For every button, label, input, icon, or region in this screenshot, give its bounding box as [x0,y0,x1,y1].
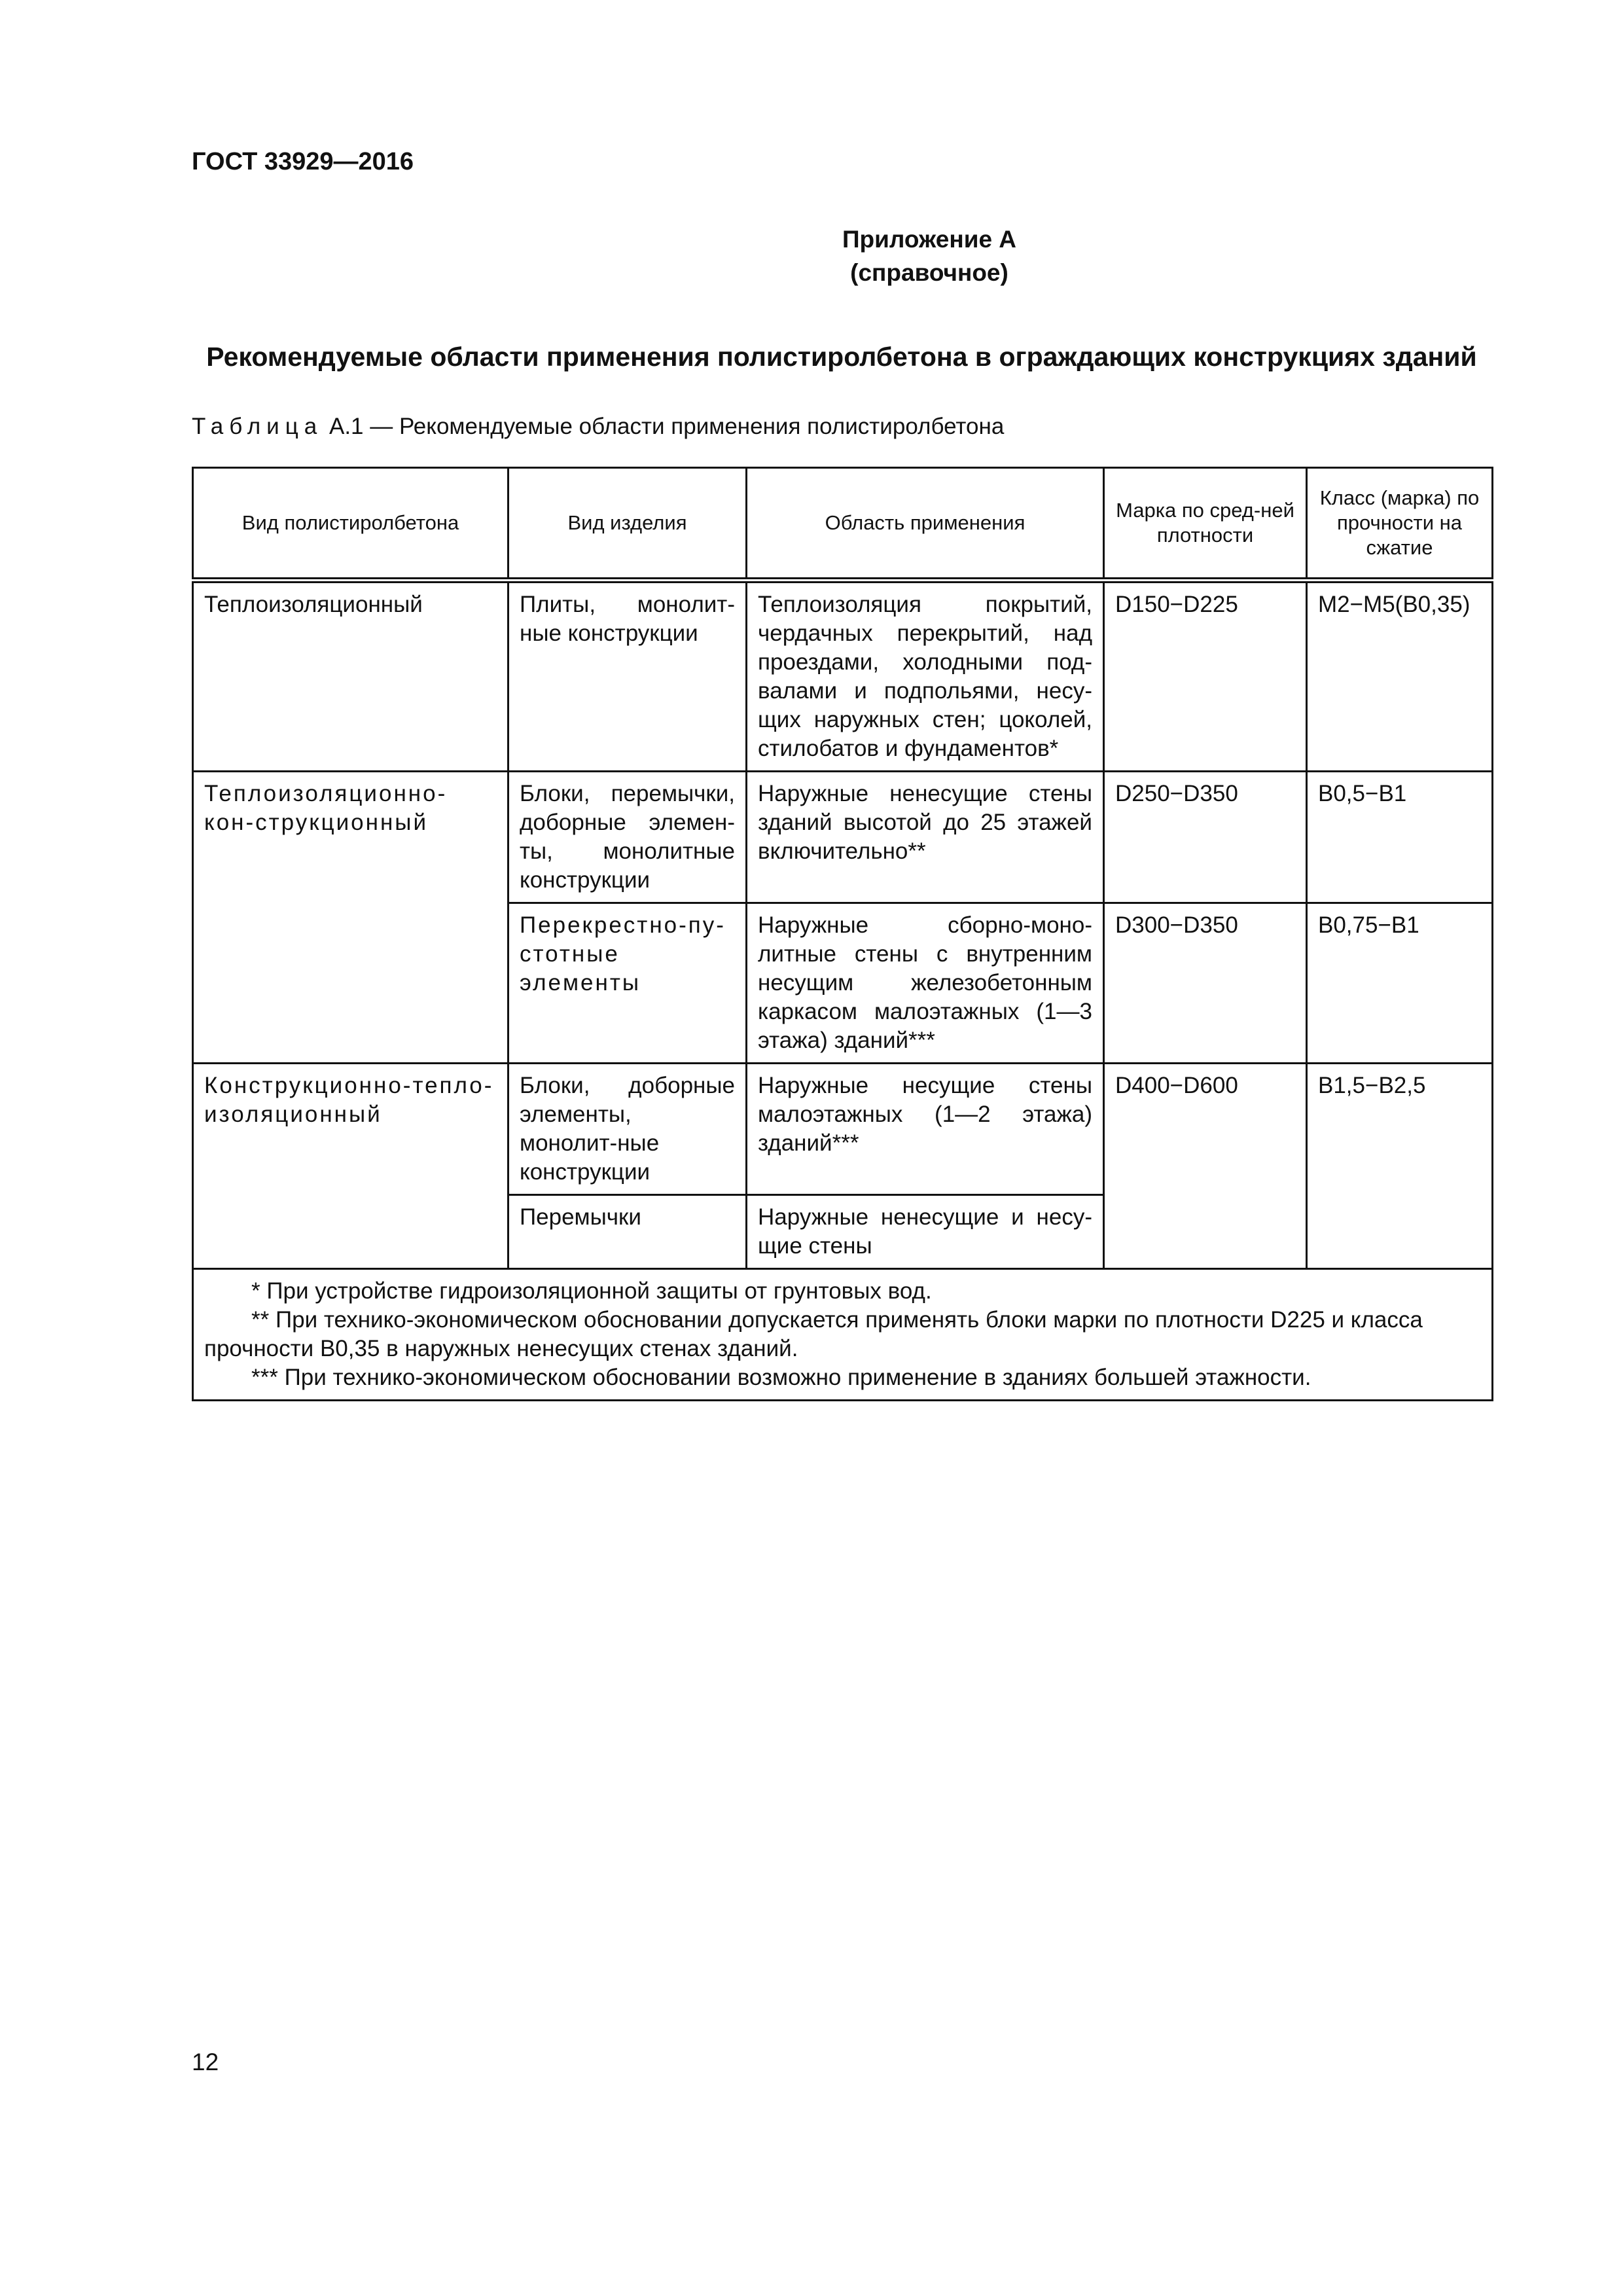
footnote: * При устройстве гидроизоляционной защиты от грунтовых вод. [251,1278,932,1304]
table-notes-row [193,1269,1493,1401]
column-header: Вид полистиролбетона [193,468,508,581]
appendix-heading [0,223,1623,289]
application-cell: Теплоизоляция покрытий, чердачных перекрытий, над проездами, холодными под-валами и подпольями, несу-щих наружных стен; цоколей, стилобатов и фундаментов* [747,581,1104,772]
product-cell: Перекрестно-пу-стотные элементы [508,903,747,1064]
concrete-type-cell: Теплоизоляционный [193,581,508,772]
applications-table [192,467,1493,1401]
strength-cell: В0,5−В1 [1307,772,1493,903]
density-cell: D250−D350 [1104,772,1307,903]
footnote: *** При технико-экономическом обосновании возможно применение в зданиях большей этажности. [251,1365,1311,1390]
strength-cell: М2−М5(В0,35) [1307,581,1493,772]
strength-cell: В0,75−В1 [1307,903,1493,1064]
product-cell: Перемычки [508,1195,747,1269]
table-caption-label: Таблица [192,414,323,439]
concrete-type-cell: Конструкционно-тепло-изоляционный [193,1064,508,1269]
table-caption-text: — Рекомендуемые области применения полистиролбетона [370,414,1005,439]
product-cell: Блоки, перемычки, доборные элемен-ты, монолитные конструкции [508,772,747,903]
document-header: ГОСТ 33929—2016 [192,148,414,175]
concrete-type-cell: Теплоизоляционно-кон-струкционный [193,772,508,1064]
application-cell: Наружные несущие стены малоэтажных (1—2 этажа) зданий*** [747,1064,1104,1195]
table-row [193,772,1493,903]
table-notes [193,1269,1493,1401]
appendix-title: Приложение А [842,226,1017,253]
strength-cell: В1,5−В2,5 [1307,1064,1493,1269]
table-header-row [193,468,1493,581]
application-cell: Наружные ненесущие стены зданий высотой до 25 этажей включительно** [747,772,1104,903]
column-header: Класс (марка) по прочности на сжатие [1307,468,1493,581]
column-header: Вид изделия [508,468,747,581]
application-cell: Наружные сборно-моно-литные стены с внутренним несущим железобетонным каркасом малоэтажных (1—3 этажа) зданий*** [747,903,1104,1064]
section-title: Рекомендуемые области применения полистиролбетона в ограждающих конструкциях зданий [206,342,1477,372]
appendix-subtitle: (справочное) [850,259,1008,286]
density-cell: D150−D225 [1104,581,1307,772]
application-cell: Наружные ненесущие и несу-щие стены [747,1195,1104,1269]
table-caption [192,414,1004,440]
column-header: Марка по сред-ней плотности [1104,468,1307,581]
page-number: 12 [192,2049,219,2075]
column-header: Область применения [747,468,1104,581]
table-row [193,581,1493,772]
product-cell: Плиты, монолит-ные конструкции [508,581,747,772]
density-cell: D300−D350 [1104,903,1307,1064]
table-caption-number: А.1 [329,414,364,439]
product-cell: Блоки, доборные элементы, монолит-ные конструкции [508,1064,747,1195]
density-cell: D400−D600 [1104,1064,1307,1269]
table-row [193,1064,1493,1195]
footnote: ** При технико-экономическом обосновании допускается применять блоки марки по плотности D225 и класса прочности В0,35 в наружных ненесущих стенах зданий. [204,1307,1423,1361]
